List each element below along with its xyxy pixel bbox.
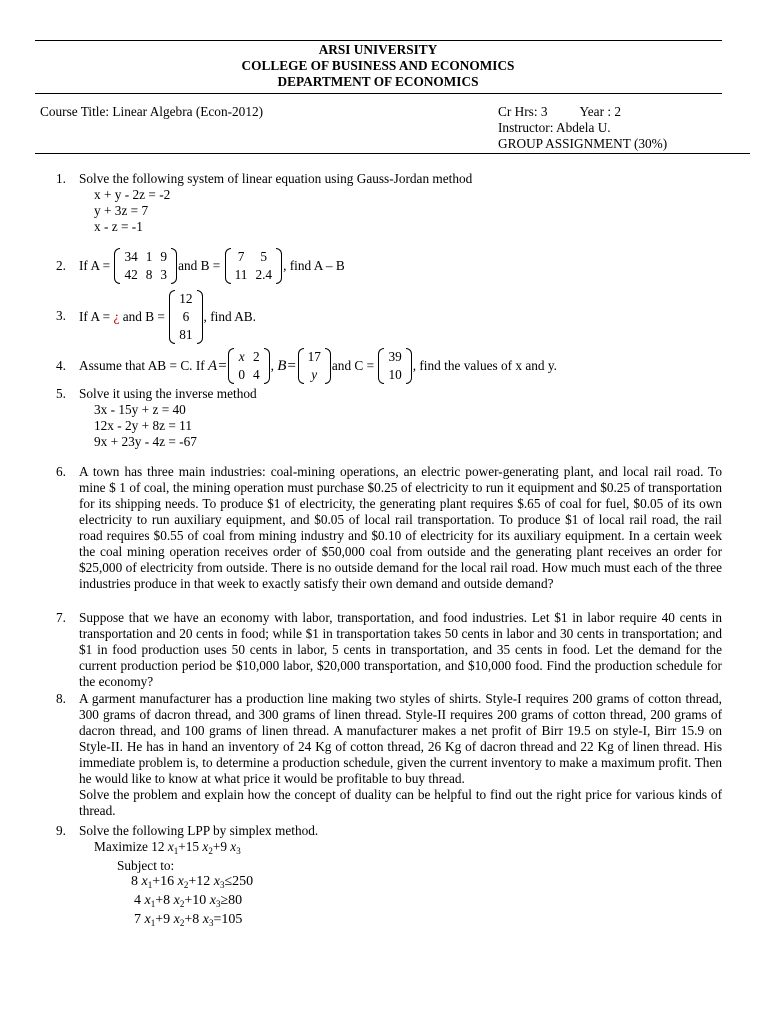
objective-expression — [151, 839, 240, 854]
question-text: Solve it using the inverse method — [79, 386, 257, 401]
question-text: and B = — [178, 258, 221, 273]
operator: + — [184, 912, 193, 927]
constraints — [79, 874, 722, 931]
matrix-cell: 17 — [307, 349, 321, 364]
constraint — [79, 912, 722, 931]
variable-index: 3 — [236, 846, 241, 856]
course-title: Course Title: Linear Algebra (Econ-2012) — [40, 104, 264, 119]
matrix-cell: 0 — [238, 367, 245, 382]
question-text: and B = — [122, 309, 165, 324]
question-text: A town has three main industries: coal-mining operations, an electric power-generating plant, and local rail road. To mine $ 1 of coal, the mining operation must purchase $0.25 of electricity to run it equipment and $0.25 of transportation for its shipping needs. To produce $1 of electricity, the generating plant requires $.65 of coal for fuel, $0.05 of its own electricity to run auxiliary equipment, and $0.05 of local rail transportation. To produce $1 of local rail road, the rail road requires $0.55 of coal from mining industry and $0.10 of electricity for its auxiliary equipment. In a certain week the coal mining operation receives order of $50,000 coal from outside and the generating plant receives an order for $25,000 of electricity from outside. There is no outside demand for the local rail road. How much must each of the three industries produce in that week to exactly satisfy their own demand and outside demand? — [79, 464, 722, 591]
year: Year : 2 — [579, 104, 621, 119]
coefficient: 10 — [192, 893, 210, 908]
question-number: 3. — [56, 308, 66, 323]
lpp-term — [131, 874, 160, 889]
lpp-term — [192, 893, 220, 908]
variable: x — [202, 839, 209, 854]
top-rule — [35, 40, 722, 41]
variable: x — [209, 893, 216, 908]
variable: x — [202, 912, 209, 927]
question-number: 6. — [56, 464, 66, 479]
variable: x — [144, 893, 151, 908]
question-text: Suppose that we have an economy with labor, transportation, and food industries. Let $1 in labor require 40 cents in transportation and 20 cents in food; while $1 in transportation takes 50 cents in labor and 30 cents in transportation; and $1 in food production uses 50 cents in labor, 5 cents in transportation, and 35 cents in food. Let the demand for the current production period be $10,000 labor, $20,000 transportation, and $10,000 food. Find the production schedule for the economy? — [79, 610, 722, 689]
lpp-term — [163, 912, 192, 927]
equation: x - z = -1 — [94, 219, 143, 234]
variable-index: 2 — [179, 918, 185, 928]
variable-index: 3 — [215, 899, 221, 909]
question-text: Solve the following LPP by simplex method. — [79, 823, 319, 838]
question-text: If A = — [79, 258, 111, 273]
lpp-term — [151, 839, 186, 854]
operator: + — [184, 893, 193, 908]
credit-hours: Cr Hrs: 3 — [498, 104, 548, 119]
question-number: 4. — [56, 358, 66, 373]
coefficient: 9 — [220, 839, 231, 854]
matrix-cell: 4 — [252, 367, 260, 382]
rhs-value: 250 — [232, 874, 254, 889]
lpp-term — [134, 912, 163, 927]
operator: + — [152, 874, 161, 889]
department-name: DEPARTMENT OF ECONOMICS — [277, 74, 479, 89]
lpp-term — [134, 893, 163, 908]
relation: ≤ — [224, 874, 233, 889]
lpp-term — [196, 874, 224, 889]
variable: x — [213, 874, 220, 889]
variable-index: 1 — [150, 899, 156, 909]
document-header — [0, 42, 756, 90]
coefficient: 12 — [196, 874, 214, 889]
university-name: ARSI UNIVERSITY — [318, 42, 438, 57]
matrix-b — [169, 290, 202, 344]
equation: x + y - 2z = -2 — [94, 187, 171, 202]
coefficient: 15 — [185, 839, 203, 854]
equation: 9x + 23y - 4z = -67 — [94, 434, 197, 449]
variable: x — [177, 874, 184, 889]
question-number: 2. — [56, 258, 66, 273]
matrix-cell: 34 — [124, 249, 138, 264]
question-text: , find AB. — [203, 309, 257, 324]
matrix-cell: 2 — [252, 349, 260, 364]
operator: + — [188, 874, 197, 889]
lpp-term — [163, 893, 192, 908]
question-text: A garment manufacturer has a production line making two styles of shirts. Style-I requires 200 grams of cotton thread, 300 grams of dacron thread, and 300 grams of linen thread. Style-II requires 200 grams of cotton thread, 200 grams of dacron thread, and 100 grams of linen thread. A manufacturer makes a net profit of Birr 19.5 on style-I, Birr 15.9 on Style-II. He has in hand an inventory of 24 Kg of cotton thread, 26 Kg of dacron thread and 22 Kg of linen thread. His immediate problem is, to determine a production schedule, given the current inventory to make a maximum profit. Then he would like to know at what price it would be profitable to buy thread. — [79, 691, 722, 786]
header-bottom-rule — [35, 93, 722, 94]
lpp-term — [186, 839, 221, 854]
coefficient: 8 — [131, 874, 142, 889]
matrix-cell: 12 — [179, 291, 193, 306]
lpp-term — [192, 912, 213, 927]
variable: x — [144, 912, 151, 927]
objective-function — [79, 839, 722, 858]
question-text: , — [270, 358, 274, 373]
matrix-a-placeholder: ¿ — [113, 309, 120, 324]
matrix-cell: 42 — [124, 267, 138, 282]
coefficient: 8 — [163, 893, 174, 908]
coefficient: 4 — [134, 893, 145, 908]
question-text: and C = — [331, 358, 375, 373]
constraint — [79, 893, 722, 912]
operator: + — [212, 839, 221, 854]
variable: x — [141, 874, 148, 889]
matrix-c — [378, 348, 411, 384]
variable-index: 2 — [179, 899, 185, 909]
matrix-a-label: A= — [208, 358, 228, 374]
rhs-value: 105 — [221, 912, 243, 927]
question-text: , find the values of x and y. — [412, 358, 557, 373]
lpp-term — [160, 874, 196, 889]
operator: + — [155, 912, 164, 927]
coefficient: 16 — [160, 874, 178, 889]
question-text-continued: Solve the problem and explain how the concept of duality can be helpful to find out the right price for various kinds of thread. — [79, 787, 722, 818]
lpp-term — [220, 839, 240, 854]
matrix-cell: y — [311, 367, 318, 382]
matrix-cell: 5 — [260, 249, 268, 264]
matrix-cell: 1 — [145, 249, 153, 264]
equation: 12x - 2y + 8z = 11 — [94, 418, 192, 433]
matrix-a — [114, 248, 177, 284]
variable-index: 2 — [183, 880, 189, 890]
relation: = — [213, 912, 222, 927]
question-text: Solve the following system of linear equation using Gauss-Jordan method — [79, 171, 473, 186]
maximize-label: Maximize — [94, 839, 148, 854]
variable: x — [173, 893, 180, 908]
variable-index: 1 — [150, 918, 156, 928]
operator: + — [155, 893, 164, 908]
coefficient: 12 — [151, 839, 168, 854]
variable-index: 2 — [208, 846, 213, 856]
matrix-cell: 7 — [237, 249, 245, 264]
variable: x — [173, 912, 180, 927]
matrix-b — [298, 348, 331, 384]
variable: x — [230, 839, 237, 854]
constraint — [79, 874, 722, 893]
info-bottom-rule — [35, 153, 750, 154]
variable-index: 3 — [219, 880, 225, 890]
matrix-cell: 10 — [388, 367, 402, 382]
variable-index: 1 — [173, 846, 179, 856]
equation: 3x - 15y + z = 40 — [94, 402, 186, 417]
question-text: If A = — [79, 309, 111, 324]
question-text: , find A – B — [283, 258, 345, 273]
matrix-a — [228, 348, 269, 384]
question-number: 7. — [56, 610, 66, 625]
matrix-b-label: B= — [277, 358, 297, 374]
matrix-cell: 11 — [234, 267, 248, 282]
operator: + — [178, 839, 186, 854]
coefficient: 8 — [192, 912, 203, 927]
coefficient: 9 — [163, 912, 174, 927]
college-name: COLLEGE OF BUSINESS AND ECONOMICS — [241, 58, 515, 73]
instructor: Instructor: Abdela U. — [498, 120, 611, 135]
relation: ≥ — [220, 893, 229, 908]
matrix-cell: 81 — [179, 327, 193, 342]
variable-index: 1 — [147, 880, 153, 890]
course-info — [498, 104, 667, 152]
variable-index: 3 — [208, 918, 214, 928]
matrix-cell: x — [238, 349, 245, 364]
matrix-b — [225, 248, 282, 284]
matrix-cell: 8 — [145, 267, 153, 282]
question-number: 5. — [56, 386, 66, 401]
matrix-cell: 2.4 — [255, 267, 273, 282]
subject-to-label: Subject to: — [117, 858, 175, 873]
question-text: Assume that AB = C. If — [79, 358, 205, 373]
matrix-cell: 9 — [160, 249, 168, 264]
matrix-cell: 6 — [182, 309, 190, 324]
question-number: 8. — [56, 691, 66, 706]
variable: x — [167, 839, 174, 854]
matrix-cell: 3 — [160, 267, 168, 282]
question-number: 9. — [56, 823, 66, 838]
question-number: 1. — [56, 171, 66, 186]
coefficient: 7 — [134, 912, 145, 927]
equation: y + 3z = 7 — [94, 203, 149, 218]
rhs-value: 80 — [228, 893, 243, 908]
assignment-label: GROUP ASSIGNMENT (30%) — [498, 136, 668, 151]
matrix-cell: 39 — [388, 349, 402, 364]
